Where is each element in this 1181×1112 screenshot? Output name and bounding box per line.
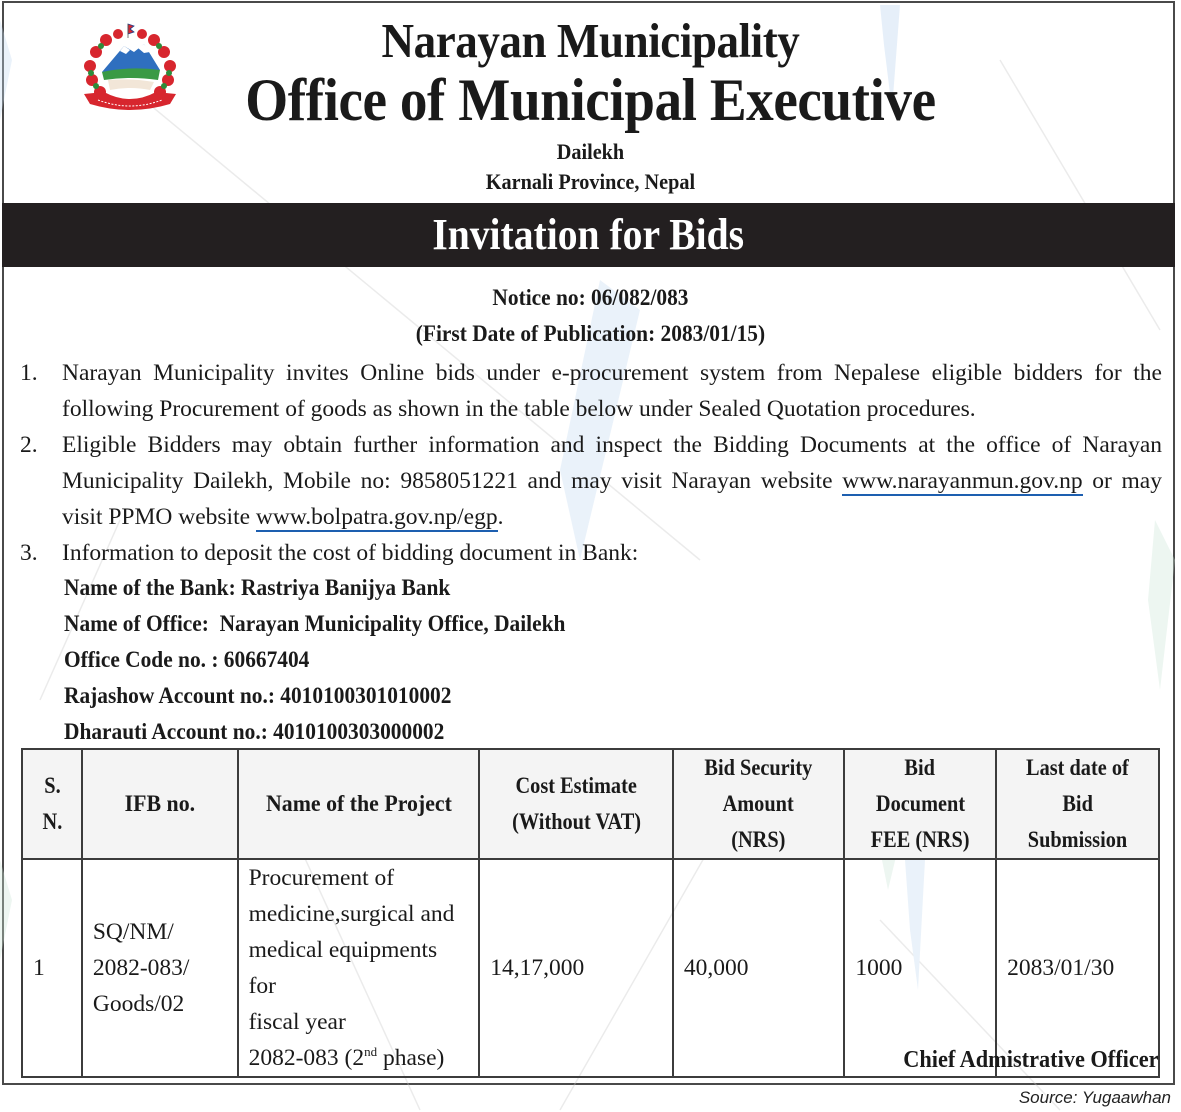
bank-info [64,570,565,750]
paragraph-number: 3. [20,540,38,566]
header-bid-document-fee: Bid Document FEE (NRS) [844,749,996,859]
publication-date: (First Date of Publication: 2083/01/15) [415,321,766,346]
paragraph-text: Information to deposit the cost of bidding document in Bank: [62,540,639,566]
office-title: Office of Municipal Executive [245,67,936,133]
paragraph-1 [20,355,1162,427]
paragraph-2 [20,427,1162,535]
header-cost-estimate: Cost Estimate (Without VAT) [479,749,673,859]
bids-table [21,748,1160,1078]
province-name: Karnali Province, Nepal [485,169,696,194]
bank-name: Name of the Bank: Rastriya Banijya Bank [64,575,451,600]
paragraph-text-part: or may visit PPMO website [62,468,1162,530]
header-last-date: Last date of Bid Submission [996,749,1159,859]
cell-cost-estimate: 14,17,000 [479,859,673,1077]
rajashow-account: Rajashow Account no.: 4010100301010002 [64,683,452,708]
header-sn: S. N. [22,749,82,859]
cell-bid-security: 40,000 [673,859,845,1077]
municipality-name: Narayan Municipality [381,13,800,68]
table-header-row [22,749,1159,859]
notice-number: Notice no: 06/082/083 [492,285,689,310]
dharauti-account: Dharauti Account no.: 4010100303000002 [64,719,445,744]
paragraph-number: 1. [20,360,38,386]
table-row [22,859,1159,1077]
header-project-name: Name of the Project [238,749,480,859]
office-code: Office Code no. : 60667404 [64,647,310,672]
header-ifb-no: IFB no. [82,749,238,859]
paragraph-text [62,427,1162,535]
cell-project-name: Procurement of medicine,surgical and medical equipments for fiscal year 2082-083 (2nd phase) [238,859,480,1077]
signoff-title: Chief Admistrative Officer [903,1047,1159,1073]
cell-last-date: 2083/01/30 [996,859,1159,1077]
paragraph-number: 2. [20,432,38,458]
paragraph-text-part: Eligible Bidders may obtain further information and inspect the Bidding Documents at the office of Narayan Municipality Dailekh, Mobile no: 9858051221 and may visit Narayan website [62,432,1162,494]
source-credit: Source: Yugaawhan [1018,1088,1171,1107]
cell-sn: 1 [22,859,82,1077]
paragraph-3 [20,535,1162,571]
narayan-website-link[interactable]: www.narayanmun.gov.np [842,468,1083,494]
cell-ifb-no: SQ/NM/ 2082-083/ Goods/02 [82,859,238,1077]
invitation-banner [2,203,1175,267]
banner-title: Invitation for Bids [432,210,745,259]
paragraph-text-part: . [497,504,504,530]
paragraph-text: Narayan Municipality invites Online bids under e-procurement system from Nepalese eligible bidders for the following Procurement of goods as shown in the table below under Sealed Quotation procedures. [62,360,1162,422]
office-name: Name of Office: Narayan Municipality Office, Dailekh [64,611,566,636]
district-name: Dailekh [556,139,625,164]
ppmo-website-link[interactable]: www.bolpatra.gov.np/egp [255,504,498,530]
header-bid-security: Bid Security Amount (NRS) [673,749,845,859]
cell-bid-document-fee: 1000 [844,859,996,1077]
